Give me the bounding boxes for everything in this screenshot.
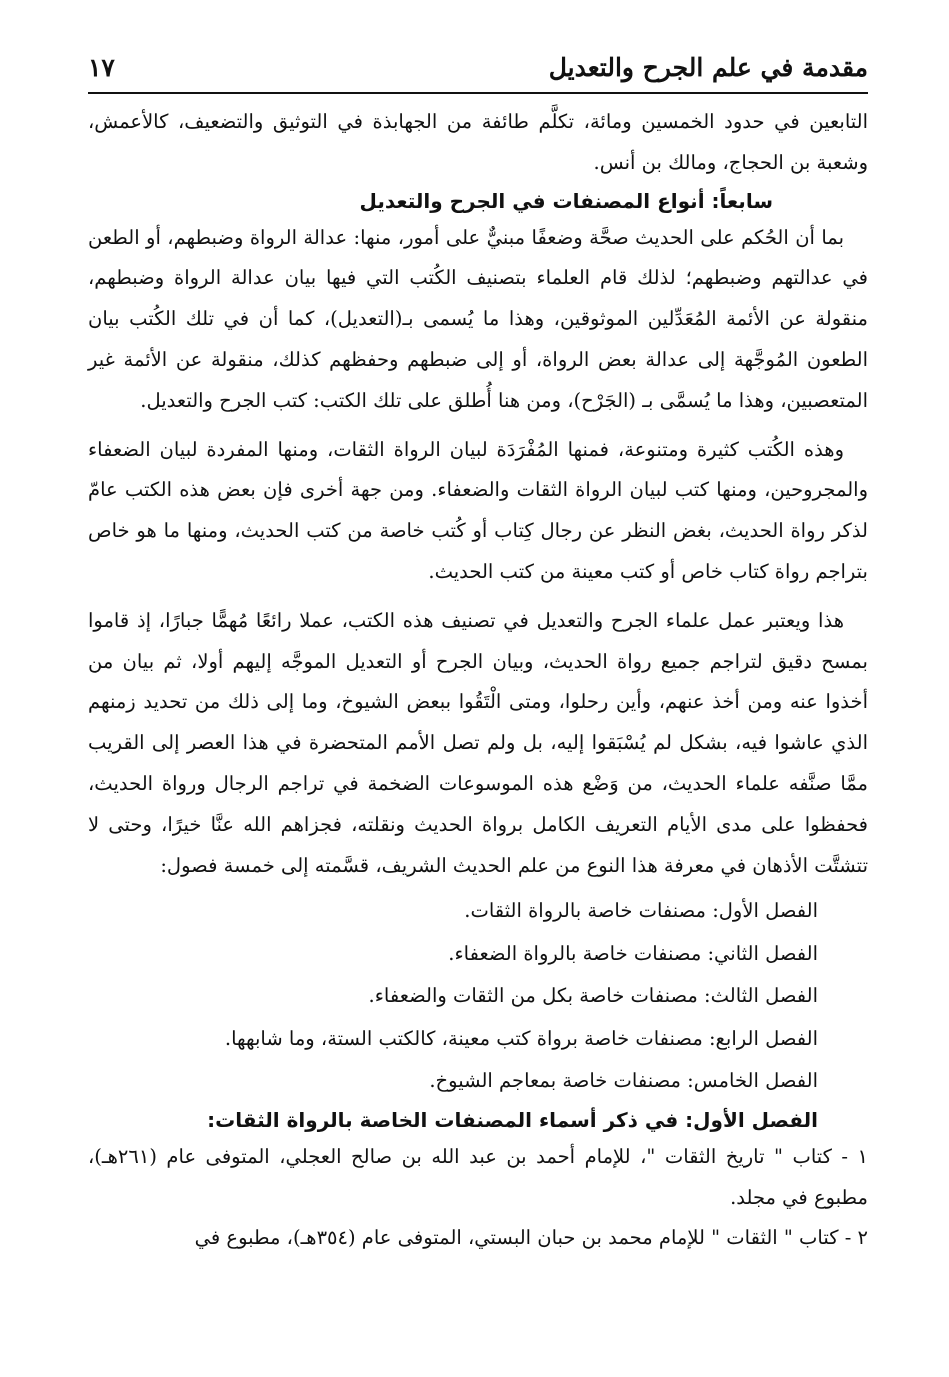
book-entry: ٢ - كتاب " الثقات " للإمام محمد بن حبان البستي، المتوفى عام (٣٥٤هـ)، مطبوع في <box>194 1226 868 1250</box>
body-paragraph: وهذه الكُتب كثيرة ومتنوعة، فمنها المُفْرَدَة لبيان الرواة الثقات، ومنها المفردة لبيان الضعفاء والمجروحين، ومنها كتب لبيان الرواة الثقات والضعفاء. ومن جهة أخرى فإن بعض هذه الكتب عامّ لذكر رواة الحديث، بغض النظر عن رجال كِتاب أو كُتب خاصة من كتب الحديث، ومنها ما هو خاص بتراجم رواة كتاب خاص أو كتب معينة من كتب الحديث. <box>88 437 868 583</box>
chapter-list-item: الفصل الرابع: مصنفات خاصة برواة كتب معينة، كالكتب الستة، وما شابهها. <box>224 1026 818 1050</box>
opening-paragraph: التابعين في حدود الخمسين ومائة، تكلَّم طائفة من الجهابذة في التوثيق والتضعيف، كالأعمش، وشعبة بن الحجاج، ومالك بن أنس. <box>88 110 868 174</box>
book-page <box>88 48 868 1259</box>
section-heading: سابعاً: أنواع المصنفات في الجرح والتعديل <box>359 188 773 213</box>
page-body <box>88 102 868 1259</box>
chapter-list-item: الفصل الثالث: مصنفات خاصة بكل من الثقات والضعفاء. <box>368 984 818 1008</box>
running-header <box>88 48 868 94</box>
chapter-list-item: الفصل الأول: مصنفات خاصة بالرواة الثقات. <box>464 899 818 923</box>
chapter-heading: الفصل الأول: في ذكر أسماء المصنفات الخاصة بالرواة الثقات: <box>207 1107 818 1132</box>
body-paragraph: هذا ويعتبر عمل علماء الجرح والتعديل في تصنيف هذه الكتب، عملا رائعًا مُهمًّا جبارًا، إذ قاموا بمسح دقيق لتراجم جميع رواة الحديث، وبيان الجرح أو التعديل الموجَّه إليهم أولا، ثم بيان من أخذوا عنه ومن أخذ عنهم، وأين رحلوا، ومتى الْتَقُوا ببعض الشيوخ، وما إلى ذلك من تحديد زمنهم الذي عاشوا فيه، بشكل لم يُسْبَقوا إليه، بل ولم تصل الأمم المتحضرة في هذا العصر إلى القريب ممَّا صنَّفه علماء الحديث، من وَضْع هذه الموسوعات الضخمة في تراجم الرجال ورواة الحديث، فحفظوا على مدى الأيام التعريف الكامل برواة الحديث ونقلته، فجزاهم الله عنَّا خيرًا، وحتى لا تتشتَّت الأذهان في معرفة هذا النوع من علم الحديث الشريف، قسَّمته إلى خمسة فصول: <box>88 608 868 877</box>
book-entry: ١ - كتاب " تاريخ الثقات "، للإمام أحمد بن عبد الله بن صالح العجلي، المتوفى عام (٢٦١هـ)، مطبوع في مجلد. <box>88 1144 868 1209</box>
chapter-list-item: الفصل الخامس: مصنفات خاصة بمعاجم الشيوخ. <box>429 1069 818 1093</box>
body-paragraph: بما أن الحُكم على الحديث صحَّة وضعفًا مبنيٌّ على أمور، منها: عدالة الرواة وضبطهم، أو الطعن في عدالتهم وضبطهم؛ لذلك قام العلماء بتصنيف الكُتب التي فيها بيان عدالة الرواة وضبطهم، منقولة عن الأئمة المُعَدِّلين الموثوقين، وهذا ما يُسمى بـ(التعديل)، كما أن في تلك الكُتب بيان الطعون المُوجَّهة إلى عدالة بعض الرواة، أو إلى ضبطهم وحفظهم كذلك، منقولة عن الأئمة غير المتعصبين، وهذا ما يُسمَّى بـ (الجَرْح)، ومن هنا أُطلق على تلك الكتب: كتب الجرح والتعديل. <box>88 225 868 412</box>
chapter-list <box>88 890 868 1103</box>
page-number: ١٧ <box>88 53 115 82</box>
book-title: مقدمة في علم الجرح والتعديل <box>548 53 868 82</box>
chapter-list-item: الفصل الثاني: مصنفات خاصة بالرواة الضعفاء. <box>448 941 818 965</box>
